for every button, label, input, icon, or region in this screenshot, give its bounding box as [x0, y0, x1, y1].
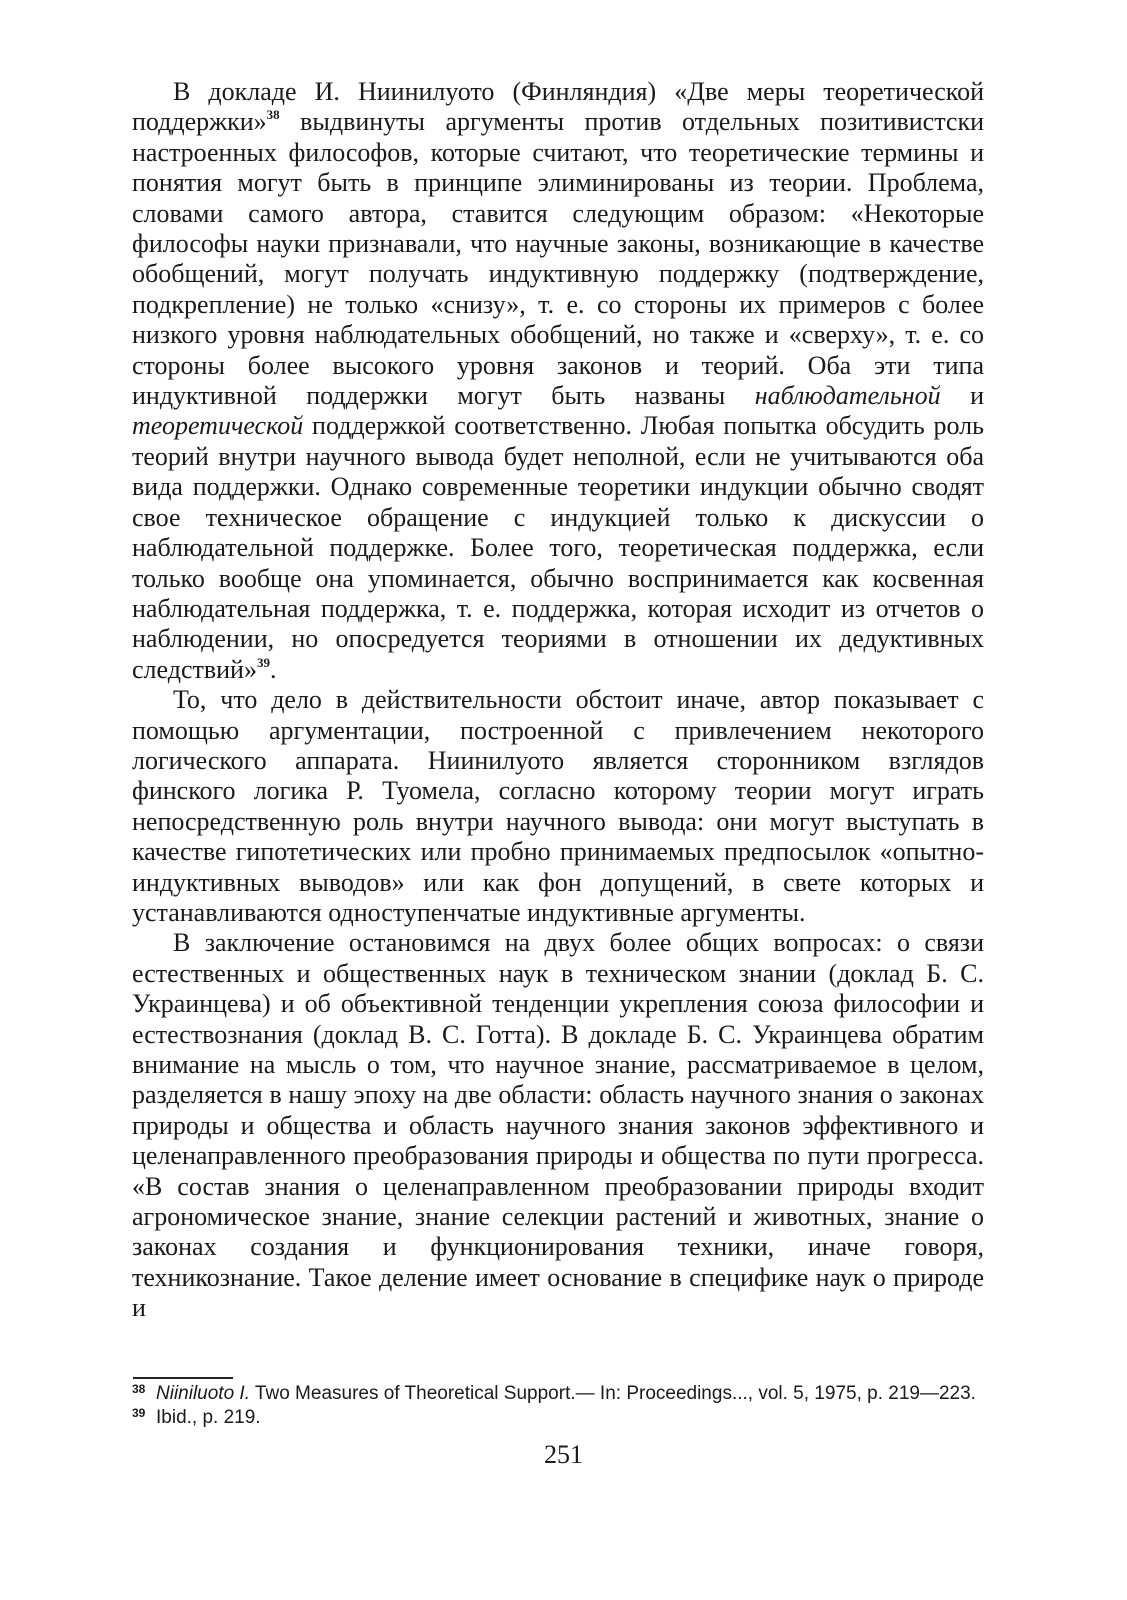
paragraph-text: То, что дело в действительности обстоит иначе, автор показывает с помощью аргументации, построенной с привлечением некоторого логического аппарата. Ниинилуото является сторонником взглядов финского логика Р. Туомела, согласно которому теории могут играть непосредственную роль внутри научного вывода: они могут выступать в качестве гипотетических или пробно принимаемых предпосылок «опытно-индуктивных выводов» или как фон допущений, в свете которых и устанавливаются одноступенчатые индуктивные аргументы. — [132, 685, 984, 927]
footnote: 39 Ibid., p. 219. — [132, 1406, 261, 1428]
page-number: 251 — [544, 1440, 583, 1469]
footnote-text: Two Measures of Theoretical Support.— In: Proceedings..., vol. 5, 1975, p. 219—223. — [250, 1383, 976, 1404]
emphasized-term: наблюдательной — [754, 381, 941, 411]
paragraph-text: и — [940, 381, 984, 411]
paragraph-text: выдвинуты аргументы против отдельных позитивистски настроенных философов, которые считают, что теоретические термины и понятия могут быть в принципе элиминированы из теории. Проблема, словами самого автора, ставится следующим образом: «Некоторые философы науки признавали, что научные законы, возникающие в качестве обобщений, могут получать индуктивную поддержку (подтверждение, подкрепление) не только «снизу», т. е. со стороны их примеров с более низкого уровня наблюдательных обобщений, но также и «сверху», т. е. со стороны более высокого уровня законов и теорий. Оба эти типа индуктивной поддержки могут быть названы — [132, 107, 984, 411]
body-text — [132, 77, 984, 1324]
paragraph-text: В докладе И. Ниинилуото (Финляндия) «Две меры теоретической поддержки» — [132, 77, 984, 137]
paragraph — [132, 685, 984, 928]
paragraph-text: . — [269, 654, 277, 684]
paragraph — [132, 77, 984, 685]
paragraph-text: В заключение остановимся на двух более общих вопросах: о связи естественных и общественных наук в техническом знании (доклад Б. С. Украинцева) и об объективной тенденции укрепления союза философии и естествознания (доклад В. С. Готта). В докладе Б. С. Украинцева обратим внимание на мысль о том, что научное знание, рассматриваемое в целом, разделяется в нашу эпоху на две области: область научного знания о законах природы и общества и область научного знания законов эффективного и целенаправленного преобразования природы и общества по пути прогресса. «В состав знания о целенаправленном преобразовании природы входит агрономическое знание, знание селекции растений и животных, знание о законах создания и функционирования техники, иначе говоря, техникознание. Такое деление имеет основание в специфике наук о природе и — [132, 928, 984, 1323]
emphasized-term: теоретической — [132, 411, 304, 441]
footnote-author: Niiniluoto I. — [156, 1383, 250, 1404]
footnotes — [132, 1382, 984, 1430]
footnote-text: Ibid., p. 219. — [156, 1407, 261, 1428]
footnote-separator — [133, 1377, 233, 1379]
paragraph — [132, 928, 984, 1323]
footnote-reference: 38 — [266, 107, 280, 123]
footnote: 38 Niiniluoto I. Two Measures of Theoretical Support.— In: Proceedings..., vol. 5, 1975, p. 219—223. — [132, 1382, 976, 1404]
paragraph-text: поддержкой соответственно. Любая попытка обсудить роль теорий внутри научного вывода будет неполной, если не учитываются оба вида поддержки. Однако современные теоретики индукции обычно сводят свое техническое обращение с индукцией только к дискуссии о наблюдательной поддержке. Более того, теоретическая поддержка, если только вообще она упоминается, обычно воспринимается как косвенная наблюдательная поддержка, т. е. поддержка, которая исходит из отчетов о наблюдении, но опосредуется теориями в отношении их дедуктивных следствий» — [132, 411, 984, 684]
footnote-reference: 39 — [256, 654, 270, 670]
